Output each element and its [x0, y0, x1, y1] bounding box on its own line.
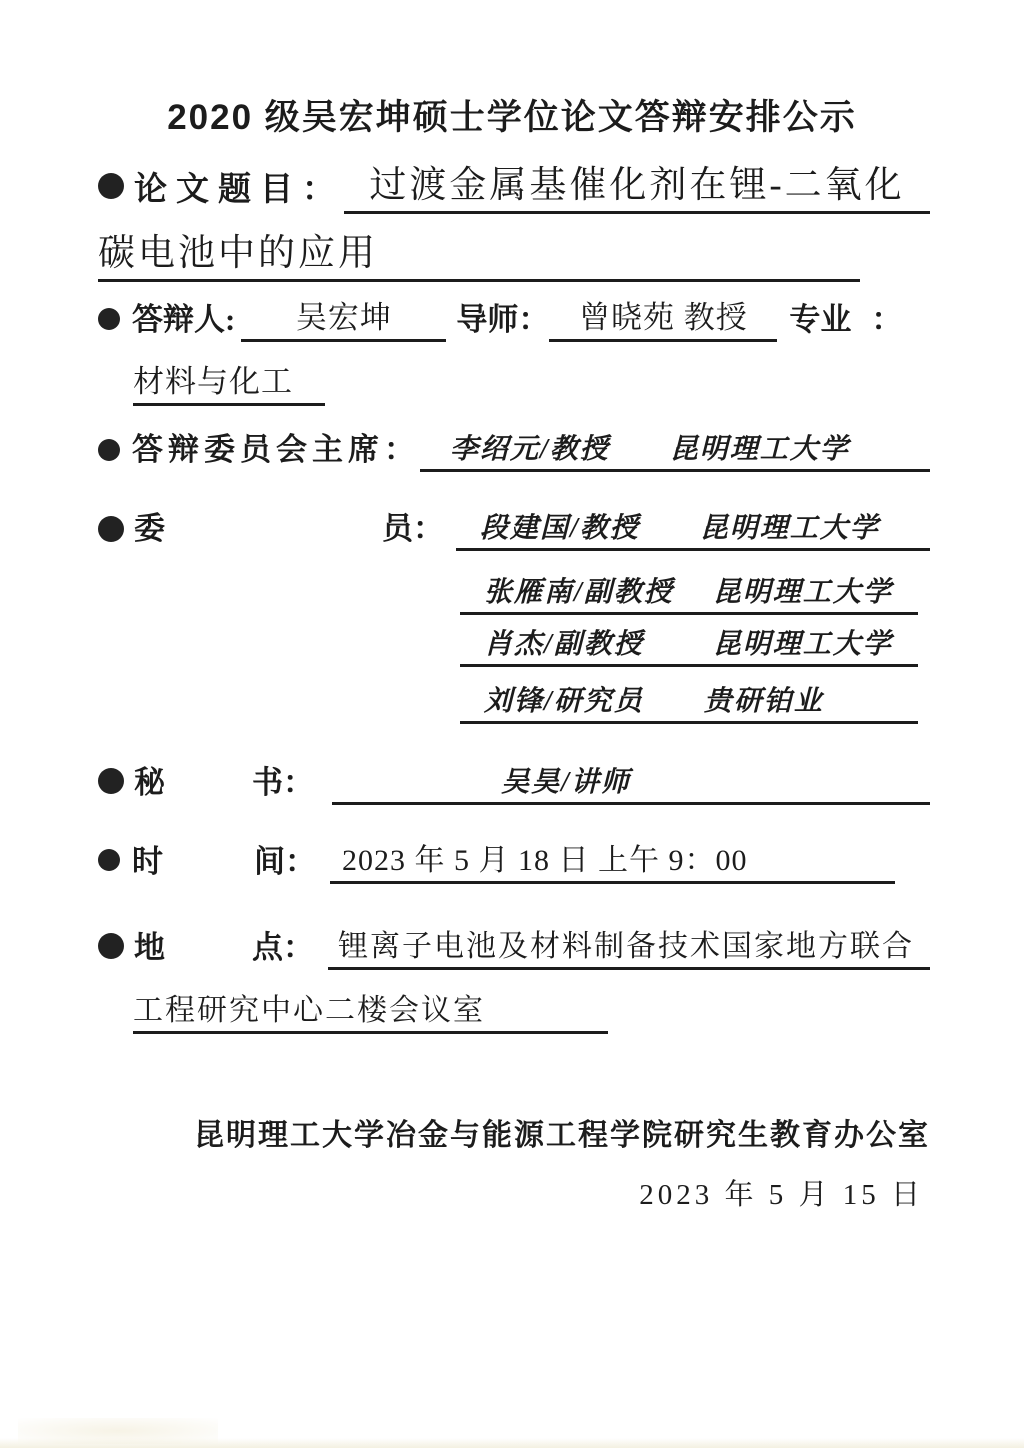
location-value-line1: 锂离子电池及材料制备技术国家地方联合 [328, 930, 930, 971]
member-row-3 [460, 623, 918, 667]
member-row-2 [460, 571, 918, 615]
location-value-line2: 工程研究中心二楼会议室 [133, 994, 608, 1035]
chair-label: 答辩委员会主席： [132, 432, 420, 468]
major-value: 材料与化工 [133, 364, 325, 406]
bullet-icon [98, 308, 120, 330]
member-value: 肖杰/副教授 昆明理工大学 [460, 629, 918, 667]
secretary-row [98, 757, 930, 805]
member-row-4 [460, 680, 918, 724]
thesis-title-value-line1: 过渡金属基催化剂在锂-二氧化 [344, 165, 930, 214]
members-label [134, 511, 444, 551]
member-row-1 [98, 507, 930, 551]
secretary-label [134, 765, 314, 805]
bullet-icon [98, 516, 124, 542]
time-value: 2023 年 5 月 18 日 上午 9：00 [330, 844, 895, 885]
bullet-icon [98, 173, 124, 199]
members-label-second: 员： [382, 511, 444, 547]
defender-row [98, 296, 930, 342]
bullet-icon [98, 439, 120, 461]
time-label-first: 时 [132, 844, 163, 880]
footer-date: 2023 年 5 月 15 日 [639, 1179, 924, 1211]
member-value: 段建国/教授 昆明理工大学 [456, 513, 930, 551]
time-label-second: 间： [254, 844, 316, 880]
location-row [98, 922, 930, 970]
chair-value: 李绍元/教授 昆明理工大学 [420, 434, 930, 472]
advisor-label: 导师： [456, 302, 550, 338]
thesis-title-row [98, 158, 930, 214]
secretary-label-second: 书： [252, 765, 314, 801]
time-row [98, 836, 895, 884]
time-label [132, 844, 316, 884]
major-colon: ： [871, 302, 903, 338]
chair-row [98, 428, 930, 472]
member-value: 刘锋/研究员 贵研铂业 [460, 686, 918, 724]
bullet-icon [98, 933, 124, 959]
thesis-title-label: 论文题目： [134, 172, 344, 209]
major-row [133, 362, 325, 406]
page-title: 2020 级吴宏坤硕士学位论文答辩安排公示 [167, 98, 857, 137]
defender-name: 吴宏坤 [241, 300, 446, 342]
defender-label: 答辩人: [132, 302, 236, 338]
bullet-icon [98, 849, 120, 871]
location-label-first: 地 [134, 930, 165, 966]
members-label-first: 委 [134, 511, 165, 547]
bullet-icon [98, 768, 124, 794]
member-value: 张雁南/副教授 昆明理工大学 [460, 577, 918, 615]
location-row2 [133, 986, 608, 1034]
advisor-value: 曾晓苑 教授 [549, 300, 777, 342]
secretary-label-first: 秘 [134, 765, 165, 801]
footer-office: 昆明理工大学冶金与能源工程学院研究生教育办公室 [194, 1119, 930, 1152]
location-label-second: 点： [252, 930, 314, 966]
location-label [134, 930, 314, 970]
major-label: 专业 [789, 302, 852, 338]
scan-edge-artifact [0, 1438, 1024, 1448]
secretary-value: 吴昊/讲师 [332, 767, 930, 805]
thesis-title-row2 [98, 228, 860, 282]
thesis-title-value-line2: 碳电池中的应用 [98, 233, 860, 282]
